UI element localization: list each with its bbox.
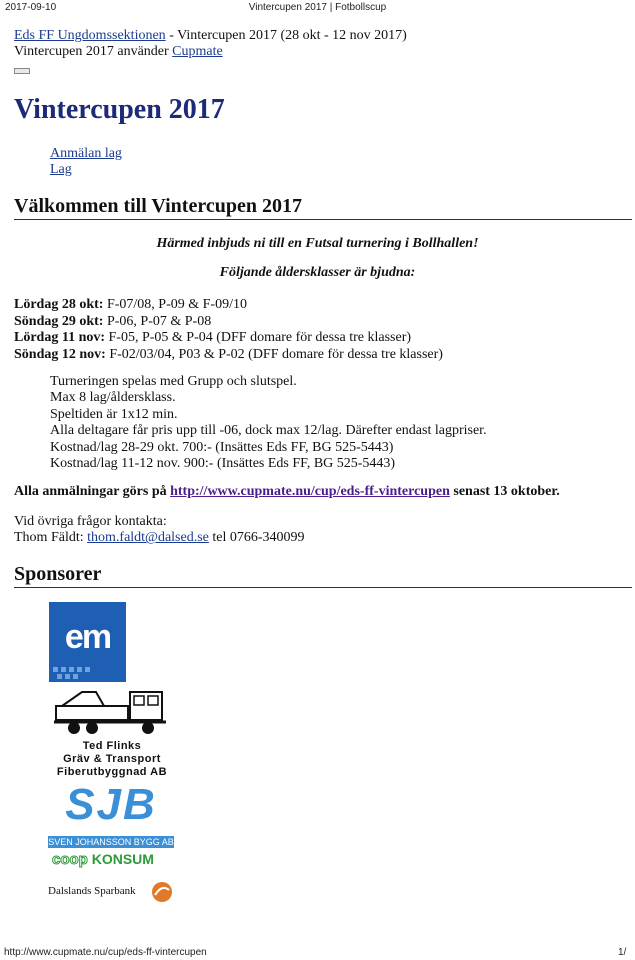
coop-konsum-logo [52,851,154,868]
schedule-row [14,297,247,313]
contact-email-link[interactable]: thom.faldt@dalsed.se [87,530,209,546]
coop-wordmark: coop [52,851,88,868]
top-line-1 [14,28,407,44]
registration-link[interactable]: http://www.cupmate.nu/cup/eds-ff-vintercupen [170,484,450,499]
registration-prefix: Alla anmälningar görs på [14,484,171,499]
em-logo-pattern [49,664,126,682]
welcome-heading: Välkommen till Vintercupen 2017 [14,195,302,217]
info-line: Alla deltagare får pris upp till -06, dock max 12/lag. Därefter endast lagpriser. [50,423,487,439]
konsum-wordmark: KONSUM [91,851,154,867]
ted-flinks-line2: Gräv & Transport [63,753,161,765]
ted-flinks-text [42,740,182,779]
sjb-name: SVEN JOHANSSON BYGG AB [48,837,174,847]
contact-block [14,514,305,547]
print-title: Vintercupen 2017 | Fotbollscup [248,2,387,13]
cup-dates: - Vintercupen 2017 (28 okt - 12 nov 2017) [165,28,407,43]
em-logo-text: em [64,618,111,656]
info-line: Max 8 lag/åldersklass. [50,390,176,406]
nav-teams[interactable]: Lag [50,162,72,177]
top-line-2 [14,44,223,60]
contact-phone: tel 0766-340099 [208,530,305,546]
schedule-classes: F-07/08, P-09 & F-09/10 [103,297,247,312]
schedule-row [14,314,211,330]
sparbank-name: Dalslands Sparbank [48,885,136,897]
sjb-logo [48,786,174,836]
schedule-day: Söndag 12 nov: [14,346,106,362]
contact-name: Thom Fäldt: [14,530,88,546]
schedule-classes: F-05, P-05 & P-04 (DFF domare för dessa tre klasser) [105,330,412,345]
welcome-divider [14,219,632,220]
print-page-number: 1/ [618,947,627,958]
print-footer-url: http://www.cupmate.nu/cup/eds-ff-vintercupen [4,947,207,958]
org-link[interactable]: Eds FF Ungdomssektionen [14,28,166,43]
schedule-day: Lördag 11 nov: [14,330,106,345]
contact-intro: Vid övriga frågor kontakta: [14,514,167,529]
contact-line [14,530,305,546]
registration-deadline: senast 13 oktober. [449,484,560,499]
sponsors-heading: Sponsorer [14,563,102,585]
info-block [50,374,487,472]
broken-image-icon [14,68,30,74]
ted-flinks-line3: Fiberutbyggnad AB [56,766,168,778]
ted-flinks-name: Ted Flinks [82,740,142,752]
info-line: Turneringen spelas med Grupp och slutspel. [50,374,297,389]
invite-text: Härmed inbjuds ni till en Futsal turnering i Bollhallen! [156,236,479,251]
schedule-row [14,330,411,346]
schedule-row [14,347,443,363]
page-title: Vintercupen 2017 [14,94,225,125]
sponsors-divider [14,587,632,588]
truck-logo [52,684,172,738]
print-date: 2017-09-10 [5,2,57,13]
uses-text: Vintercupen 2017 använder [14,44,173,59]
schedule-day: Söndag 29 okt: [14,313,104,329]
registration-line [14,484,560,500]
info-line: Kostnad/lag 11-12 nov. 900:- (Insättes Eds FF, BG 525-5443) [50,456,396,472]
sparbank-icon [150,880,174,904]
schedule-classes: F-02/03/04, P03 & P-02 (DFF domare för dessa tre klasser) [105,346,443,362]
info-line: Speltiden är 1x12 min. [50,406,178,422]
nav-register-team[interactable]: Anmälan lag [50,146,122,161]
cupmate-link[interactable]: Cupmate [172,44,223,59]
classes-heading: Följande åldersklasser är bjudna: [219,265,416,280]
sjb-logo-text: SJB [65,786,157,829]
info-line: Kostnad/lag 28-29 okt. 700:- (Insättes Eds FF, BG 525-5443) [50,439,394,455]
em-logo [49,602,126,682]
schedule-classes: P-06, P-07 & P-08 [103,313,212,329]
schedule-day: Lördag 28 okt: [14,297,104,312]
